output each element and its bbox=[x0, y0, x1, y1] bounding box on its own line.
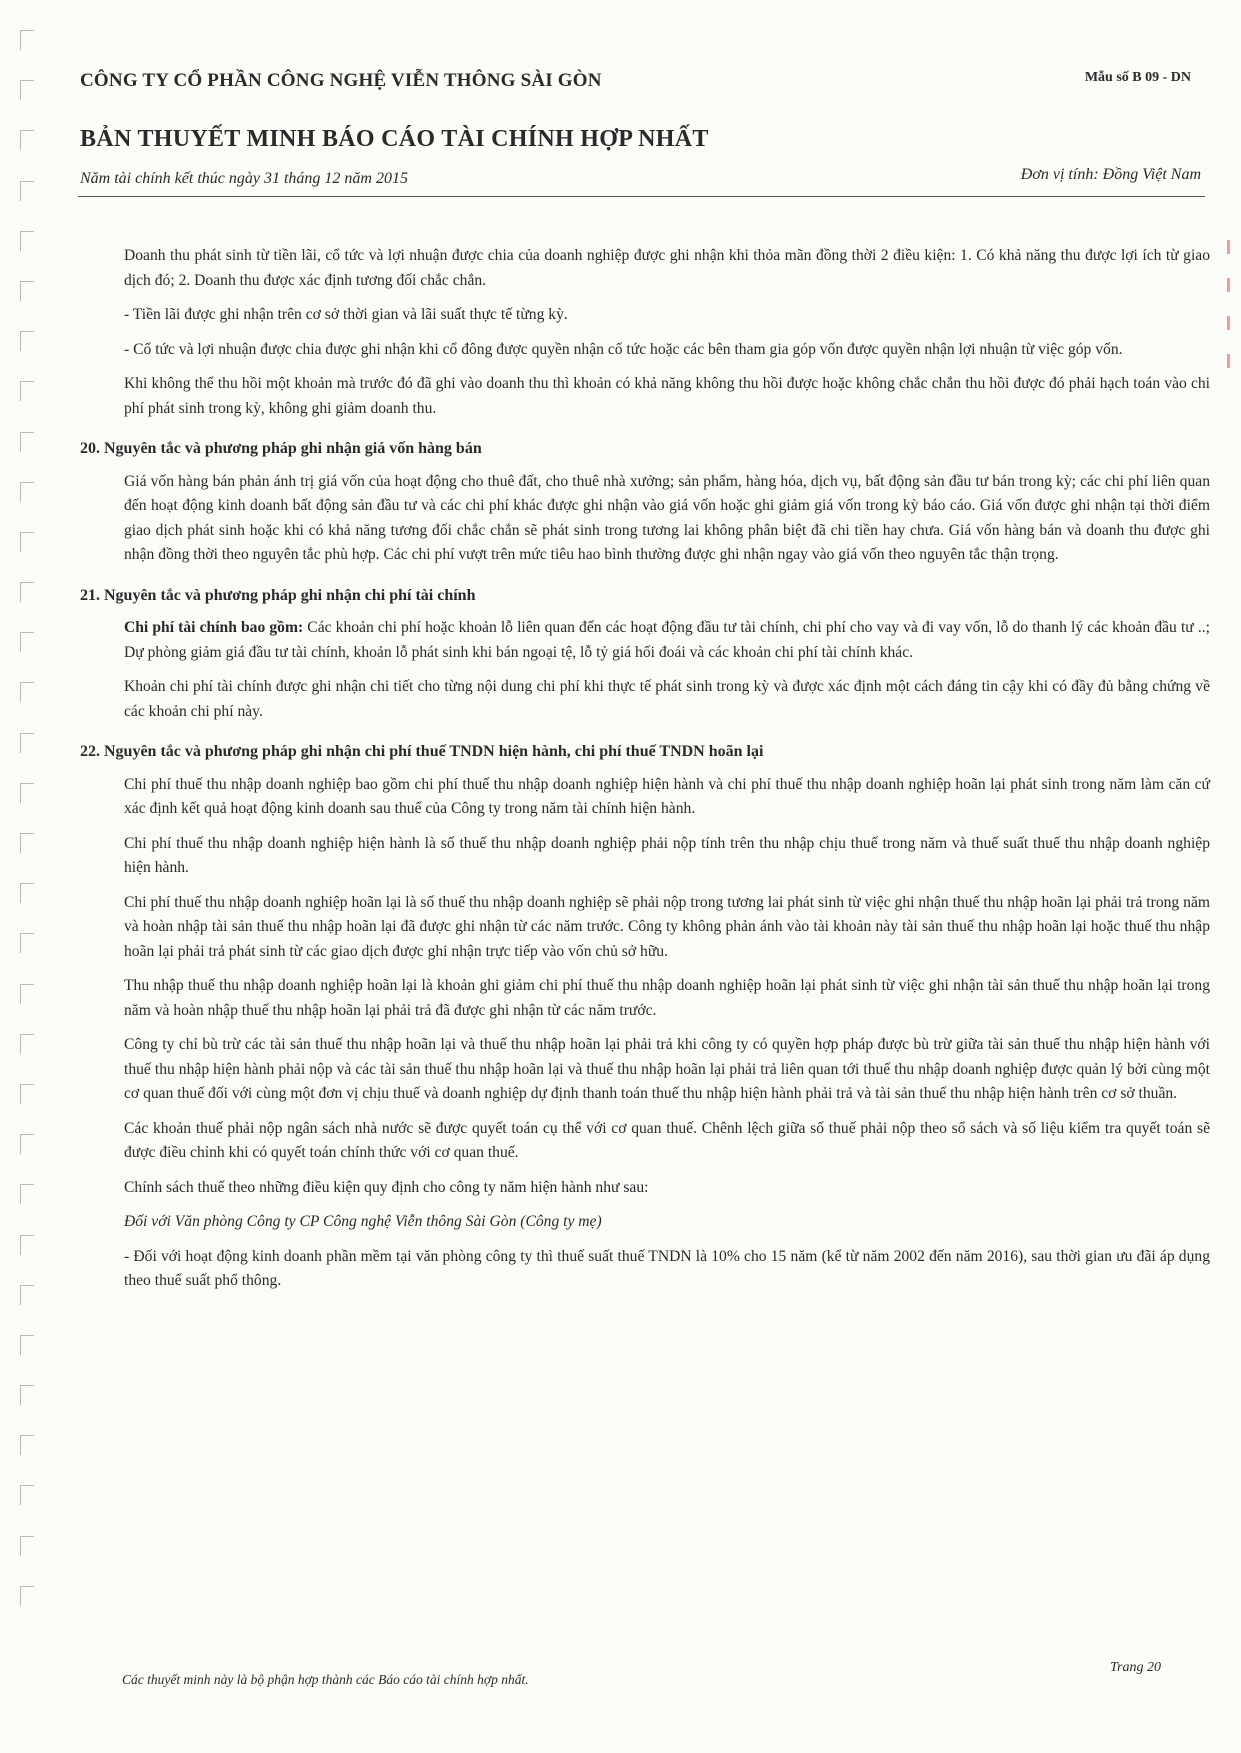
section-heading-20: 20. Nguyên tắc và phương pháp ghi nhận giá vốn hàng bán bbox=[80, 440, 482, 457]
paragraph: - Đối với hoạt động kinh doanh phần mềm tại văn phòng công ty thì thuế suất thuế TNDN là 10% cho 15 năm (kể từ năm 2002 đến năm 2016), sau thời gian ưu đãi áp dụng theo thuế suất phổ thông. bbox=[124, 1247, 1210, 1289]
paragraph: Các khoản thuế phải nộp ngân sách nhà nước sẽ được quyết toán cụ thể với cơ quan thuế. Chênh lệch giữa số thuế phải nộp theo sổ sách và số liệu kiểm tra quyết toán sẽ được điều chỉnh khi có quyết toán chính thức với cơ quan thuế. bbox=[124, 1119, 1210, 1161]
paragraph: Đối với Văn phòng Công ty CP Công nghệ Viễn thông Sài Gòn (Công ty mẹ) bbox=[124, 1213, 602, 1230]
fiscal-period: Năm tài chính kết thúc ngày 31 tháng 12 năm 2015 bbox=[80, 170, 408, 187]
form-number: Mẫu số B 09 - DN bbox=[1084, 70, 1191, 85]
paragraph: Chi phí thuế thu nhập doanh nghiệp hoãn lại là số thuế thu nhập doanh nghiệp sẽ phải nộp trong tương lai phát sinh từ việc ghi nhận thuế thu nhập hoãn lại phải trả trong năm và hoàn nhập tài sản thuế thu nhập hoãn lại đã được ghi nhận từ các năm trước. Công ty không phản ánh vào tài khoản này tài sản thuế thu nhập hoãn lại hoặc thuế thu nhập hoãn lại phải trả phát sinh từ các giao dịch được ghi nhận trực tiếp vào vốn chủ sở hữu. bbox=[124, 893, 1210, 960]
lead-term: Chi phí tài chính bao gồm: bbox=[124, 619, 304, 636]
paragraph: Chính sách thuế theo những điều kiện quy định cho công ty năm hiện hành như sau: bbox=[124, 1178, 649, 1196]
document-body bbox=[80, 244, 1210, 1304]
paragraph: Công ty chỉ bù trừ các tài sản thuế thu nhập hoãn lại và thuế thu nhập hoãn lại phải trả khi công ty có quyền hợp pháp được bù trừ giữa tài sản thuế thu nhập hiện hành với thuế thu nhập hiện hành phải nộp và các tài sản thuế thu nhập hoãn lại và thuế thu nhập hoãn lại phải trả liên quan tới thuế thu nhập doanh nghiệp được quản lý bởi cùng một cơ quan thuế đối với cùng một đơn vị chịu thuế và doanh nghiệp dự định thanh toán thuế thu nhập hiện hành phải trả và tài sản thuế thu nhập hiện hành trên cơ sở thuần. bbox=[124, 1036, 1210, 1102]
header-rule bbox=[78, 196, 1205, 197]
paragraph: - Cổ tức và lợi nhuận được chia được ghi nhận khi cổ đông được quyền nhận cổ tức hoặc các bên tham gia góp vốn được quyền nhận lợi nhuận từ việc góp vốn. bbox=[124, 340, 1123, 358]
section-heading-21: 21. Nguyên tắc và phương pháp ghi nhận chi phí tài chính bbox=[80, 586, 476, 604]
paragraph: Khi không thể thu hồi một khoản mà trước đó đã ghi vào doanh thu thì khoản có khả năng không thu hồi được hoặc không chắc chắn thu hồi được đó phải hạch toán vào chi phí phát sinh trong kỳ, không ghi giảm doanh thu. bbox=[124, 375, 1210, 417]
section-heading-22: 22. Nguyên tắc và phương pháp ghi nhận chi phí thuế TNDN hiện hành, chi phí thuế TNDN hoãn lại bbox=[80, 743, 764, 760]
paragraph-text: Các khoản chi phí hoặc khoản lỗ liên quan đến các hoạt động đầu tư tài chính, chi phí cho vay và đi vay vốn, lỗ do thanh lý các khoản đầu tư ..; Dự phòng giảm giá đầu tư tài chính, khoản lỗ phát sinh khi bán ngoại tệ, lỗ tỷ giá hối đoái và các khoản chi phí tài chính khác. bbox=[124, 619, 1210, 661]
document-title: BẢN THUYẾT MINH BÁO CÁO TÀI CHÍNH HỢP NHẤT bbox=[80, 126, 709, 152]
company-name: CÔNG TY CỔ PHẦN CÔNG NGHỆ VIỄN THÔNG SÀI GÒN bbox=[80, 70, 602, 91]
footer-note: Các thuyết minh này là bộ phận hợp thành các Báo cáo tài chính hợp nhất. bbox=[122, 1672, 529, 1687]
paragraph: Chi phí thuế thu nhập doanh nghiệp hiện hành là số thuế thu nhập doanh nghiệp phải nộp tính trên thu nhập chịu thuế trong năm và thuế suất thuế thu nhập doanh nghiệp hiện hành. bbox=[124, 834, 1210, 876]
paragraph: Thu nhập thuế thu nhập doanh nghiệp hoãn lại là khoản ghi giảm chi phí thuế thu nhập doanh nghiệp hoãn lại phát sinh từ việc ghi nhận tài sản thuế thu nhập hoãn lại trong năm và hoàn nhập thuế thu nhập hoãn lại phải trả đã được ghi nhận từ các năm trước. bbox=[124, 977, 1210, 1019]
paragraph: Chi phí thuế thu nhập doanh nghiệp bao gồm chi phí thuế thu nhập doanh nghiệp hiện hành và chi phí thuế thu nhập doanh nghiệp hoãn lại phát sinh trong năm làm căn cứ xác định kết quả hoạt động kinh doanh sau thuế của Công ty trong năm tài chính hiện hành. bbox=[124, 775, 1210, 817]
paragraph: Doanh thu phát sinh từ tiền lãi, cổ tức và lợi nhuận được chia của doanh nghiệp được ghi nhận khi thỏa mãn đồng thời 2 điều kiện: 1. Có khả năng thu được lợi ích từ giao dịch đó; 2. Doanh thu được xác định tương đối chắc chắn. bbox=[124, 247, 1210, 289]
paragraph: - Tiền lãi được ghi nhận trên cơ sở thời gian và lãi suất thực tế từng kỳ. bbox=[124, 306, 568, 323]
currency-unit: Đơn vị tính: Đồng Việt Nam bbox=[1020, 166, 1201, 183]
page-number: Trang 20 bbox=[1110, 1660, 1161, 1675]
paragraph: Giá vốn hàng bán phản ánh trị giá vốn của hoạt động cho thuê đất, cho thuê nhà xưởng; sản phẩm, hàng hóa, dịch vụ, bất động sản đầu tư bán trong kỳ; các chi phí liên quan đến hoạt động kinh doanh bất động sản đầu tư và các chi phí khác được ghi nhận vào giá vốn hoặc ghi giảm giá vốn trong kỳ báo cáo. Giá vốn được ghi nhận tại thời điểm giao dịch phát sinh hoặc khi có khả năng tương đối chắc chắn sẽ phát sinh trong tương lai không phân biệt đã chi tiền hay chưa. Giá vốn hàng bán và doanh thu được ghi nhận đồng thời theo nguyên tắc phù hợp. Các chi phí vượt trên mức tiêu hao bình thường được ghi nhận ngay vào giá vốn theo nguyên tắc thận trọng. bbox=[124, 472, 1210, 563]
paragraph: Khoản chi phí tài chính được ghi nhận chi tiết cho từng nội dung chi phí khi thực tế phát sinh trong kỳ và được xác định một cách đáng tin cậy khi có đầy đủ bằng chứng về các khoản chi phí này. bbox=[124, 678, 1210, 720]
edge-marks bbox=[1227, 240, 1237, 392]
paragraph bbox=[124, 616, 1210, 665]
binder-holes bbox=[20, 30, 44, 1636]
